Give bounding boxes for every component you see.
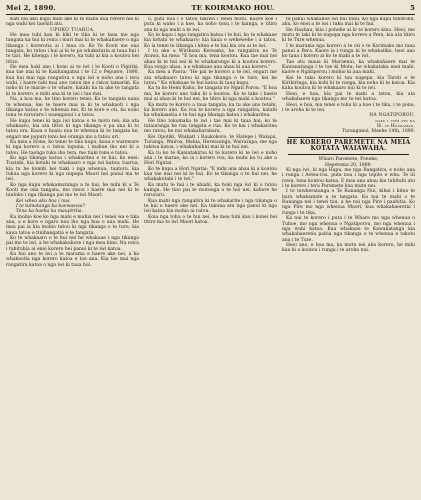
paragraph: I tu ake a Wirihana Kereama, he rangatira no Te Arawa, ka mea: "E hoa ma, tena koutou. Kua tae mai nei ahau ki te hui nei ki te whakarongo ki a koutou korero. Kua rongo ahau, a e whakaae ana ahau ki aua korero." <box>144 49 277 71</box>
article-divider <box>288 137 409 138</box>
paragraph: Ka mutu te korero a taua tangata, ka tu ake ano tetahi, ka korero ano. Ka roa te korero a nga rangatira, katahi ka whakaaetia e te hui nga tikanga katoa i whakaritea. <box>144 102 277 119</box>
paragraph: Kati nei aku kupu mihi ake ki te manu kua rerere nei ki nga wahi kei tawhiti atu. <box>6 17 139 28</box>
article-dateline: Wharo Paremete, Poneke, Hepetema 20, 1889. <box>318 157 379 168</box>
paragraph: Ka hui ano te iwi a te marama e haere ake nei, a ka whakaotia nga korero katoa e toe ana. Kia tae mai nga rangatira katoa o nga iwi ki taua hui. <box>6 252 139 268</box>
paragraph: Tae atu maua ki Maraenui, ka whakahaere mai te Kawanatanga i te tae ki Motu; he whakataka enei mahi, kaore e Ngatiporou i mohio ki aua mahi. <box>282 59 415 76</box>
paragraph: He mea hoki ano i hono ai te iwi i te Kooti o Pipiriki, kua tae mai ki te Kauhanganui i te 12 o Pepuere, 1890, kua hui mai nga rangatira o nga iwi e noho ana i tera wahi, i haere tahi mai ano ratou me a ratou tamariki. Ka noho ki te marae o te whare, katahi ka tu ake te tangata ki te korero, e mihi ana ki te iwi i tae mai. <box>6 65 139 97</box>
paragraph: Ka mea a Hone, ko tenei te tino kupu, kaua e wareware ki nga korero a o tatou tupuna, i mahue iho nei ki a tatou. He taonga tuku iho tera, me tiaki tonu e tatou. <box>6 139 139 156</box>
paragraph: o, puta noa i o tatou takiwa i tenei motu. Kaore koe i puta ki waho i a koe, ka noho tonu i te kainga, e titiro ana ki nga mahi a te iwi. <box>144 17 277 33</box>
article-heading: HE KORERO PAREMETE NA MEIA KOTATA WAIAWAHA. <box>286 138 411 152</box>
paragraph: Ki nga iwi, ki nga Hapu, me nga Rangatira, e noho ana i runga i Aotea-roa, puta noa i nga topito e wha. Te iti rawa, tena koutou katoa. E mea ana ahau kia tuhituhi atu i te korero i tera Paremete kua mutu nei. <box>282 168 415 190</box>
paragraph: Heoi, e hoa, ma tenei e tohu ki a koe i te tika, i te pono, i te aroha ki te iwi. <box>282 102 415 113</box>
column-1 <box>6 17 139 497</box>
paragraph: Ka mea a Paora: "He pai te korero a te iwi, engari me ata whakaaro tatou ki nga tikanga o te ture, kei he tatou." Ka whakaae te hui katoa ki taua kupu. <box>144 70 277 87</box>
paragraph: Ko te kupu i nga rangatira katoa i te hui, ko te whakaae kia kotahi te whakaaro; kia kaua e wehewehe i a tatou. Ko ia tenei te tikanga i kitea e te hui kia ora ai te iwi. <box>144 33 277 49</box>
paragraph: He tino tokomaha te iwi i tae mai ki taua hui; ko te tatauranga he rau tangata e rua. Ko te kai i whakaritea mo ratou, he nui whakaharahara. <box>144 118 277 135</box>
paragraph: Ka mohio koe ko nga mahi e mahia nei i tenei wa e tika ana, a e kore e ngaro noa iho nga hua o aua mahi. He mea pai ia kia mohio tatou ki nga tikanga o te ture, kia kaua tatou e tinihangatia e te tangata. <box>6 214 139 236</box>
paragraph: Ko nga kupu whakamutunga a te hui, he mihi ki a Te Kooti me ona tangata, mo ratou i haere mai nei ki te tautoko i nga tikanga pai mo te iwi Maori. <box>6 182 139 199</box>
section-heading: UPOKO TUARUA. <box>50 27 95 33</box>
paragraph: Kua mahi nga rangatira ki te whakarite i nga tikanga o te hui e haere ake nei. Ka tukuna atu nga panui ki nga iwi katoa kia mohio ai ratou. <box>144 198 277 215</box>
dateline: Turanganui, Maehe 14th, 1890. <box>341 129 415 135</box>
paragraph: Ko nga tikanga katoa i whakaritea e te hui, ko enei: Tuatahi, kia kotahi te whakaaro o nga iwi katoa; tuarua, kia tu he komiti hei tiaki i nga whenua; tuatoru, kia tukua nga korero ki nga nupepa Maori hei panui ma te iwi. <box>6 155 139 183</box>
article-divider <box>288 154 409 155</box>
paragraph: Na, a hoa ma, he tino korero tenei. Ko te tangata nana te whenua, kei te haere mai ia ki te whakaoti i nga tikanga katoa o te whenua nei. Ki te kore e oti, ka noho tonu te raruraru i waenganui i a tatou. <box>6 97 139 119</box>
masthead-title: TE KOIRMAKO HOU. <box>191 3 275 12</box>
page-header <box>6 2 415 13</box>
paragraph: te panui whakahoe iwi nui tonu. Ko nga kupu tohutohu, aku, ko enei a te iwi i tuku mai ki te hui. <box>282 17 415 28</box>
paragraph: Kei te tuku korero ki tau nupepa, kia Tareti e te Kirikiringa, kia kohi ki te runga, kia noho ki te katoa. Kia kaha koutou ki te whakaaro nui ki te iwi. <box>282 75 415 92</box>
paragraph: Ka mutu te hui i te ahiahi, ka hoki nga iwi ki o ratou kainga. He tino pai te mutunga o te hui nei, kahore he raruraru. <box>144 182 277 199</box>
signature-block: NA NGATIPOROU, naku i tuhi atu na H. te Houkamau. <box>369 113 415 129</box>
paragraph: Ko te whakaaro o te hui nei he whakaae i nga tikanga pai mo te iwi, a he whakakahore i nga mea kino. Na reira i tuhituhia ai enei korero hei panui ki te iwi katoa. <box>6 236 139 252</box>
paragraph: Heoi, e hoa, kia pai te mahi a tatou, kia ata whakahaere nga tikanga mo te iwi katoa. <box>282 91 415 103</box>
paragraph: He kupu tenei ki nga iwi katoa o te motu nei; kia ata whakaaro, kia ata titiro ki nga tikanga e pa ana ki to tatou ora. Kaua e hoatu noa te whenua ki te tangata ke, engari me pupuri tonu hei oranga mo a tatou uri. <box>6 118 139 140</box>
paragraph: Ka tu ko te Kaniatakirau ki te korero ki te iwi e noho ana i te marae, ko ia i korero roa, ka mutu ka tu ake a Hori Ngatai. <box>144 150 277 167</box>
paragraph: I te tuwheratanga o Te Runanga Nui, kihai i kitea te hara whakamate a te tangata. Ka nui te mahi o te Runanga nei i tenei tau, a he nui nga Pire i paahitia. Ko nga Pire mo nga whenua Maori, kua whakahaeretia i runga i te tika. <box>282 189 415 216</box>
paragraph: Ko te kupu a Hori Ngatai: "E mihi ana ahau ki a koutou kua tae mai nei ki te hui. Ko te tikanga o te hui nei, he whakakotahi i te iwi." <box>144 166 277 183</box>
page-number: 5 <box>410 3 415 12</box>
column-3 <box>282 17 415 497</box>
paragraph: Kei Opotiki, Waikari i Raukokore, te Hatepe i Waiapu, Turanga, Wairoa, Mahia, Heretaunga, Wairarapa, me nga takiwa katoa, i whakahuihui mai ki te hui nei. <box>144 134 277 151</box>
column-2 <box>144 17 277 497</box>
paragraph: He mea tuhi kau ki kiki te tika ki te taua me nga tangata ka hui ki reira i muri mai ki te whakahaere o nga tikanga i korerotia ai i mua ra. Ko Te Kooti me ona tangata, ko ratou i hui ai ki te pa whakaturia ai taua hui i te tari. He kitenga i te korero, ka tuhi ai kia a koutou hei titiro. <box>6 33 139 65</box>
paragraph: He Hauhau, kiia i pohehe ai ki te korero kino. Heoi, me mutu te taki ki te nupepa nga korero a Pera, kia ata titiro ki te Ture whenua. <box>282 27 415 44</box>
text-columns <box>6 17 415 497</box>
paragraph: Ka nui te korero i puta i te Whare mo nga whenua o Tuhoe, mo nga whenua o Ngatiporou, mo nga whenua i nga wahi katoa. Kua whakaae te Kawanatanga kia whakahaeretia paitia nga tikanga o te whenua e takoto ana i te Ture. <box>282 216 415 243</box>
header-rule <box>6 14 415 15</box>
issue-date: Mei 2, 1890. <box>6 3 56 12</box>
paragraph: Ka tu ko Hemi Kahu, he tangata no Ngati Porou: "E hoa ma, he korero ano taku ki a koutou. Ko te take i haere mai ai ahau ki te hui nei, he titiro ki nga mahi a koutou." <box>144 86 277 103</box>
verse: Kei whea aku hoa i nua I te tumatanga ka kaewaewa? Tena ka haeha ka maupiritia. <box>16 198 85 215</box>
paragraph: I te marama nga korero a te oti o te Korimako mo tana panui a Pera. Kaore ia i runga ki te whakatika, heoi ano ko tana i korero ai ko te mahi a te iwi. <box>282 43 415 60</box>
paragraph: Koia nga tohu o te hui nei, he mea tuhi kau i konei hei titiro ma te iwi Maori katoa. <box>144 214 277 226</box>
paragraph: Heoi ano, e hoa ma, ka mutu nei aku korero, he mihi kau ki a koutou i runga i te aroha nui. <box>282 242 415 254</box>
